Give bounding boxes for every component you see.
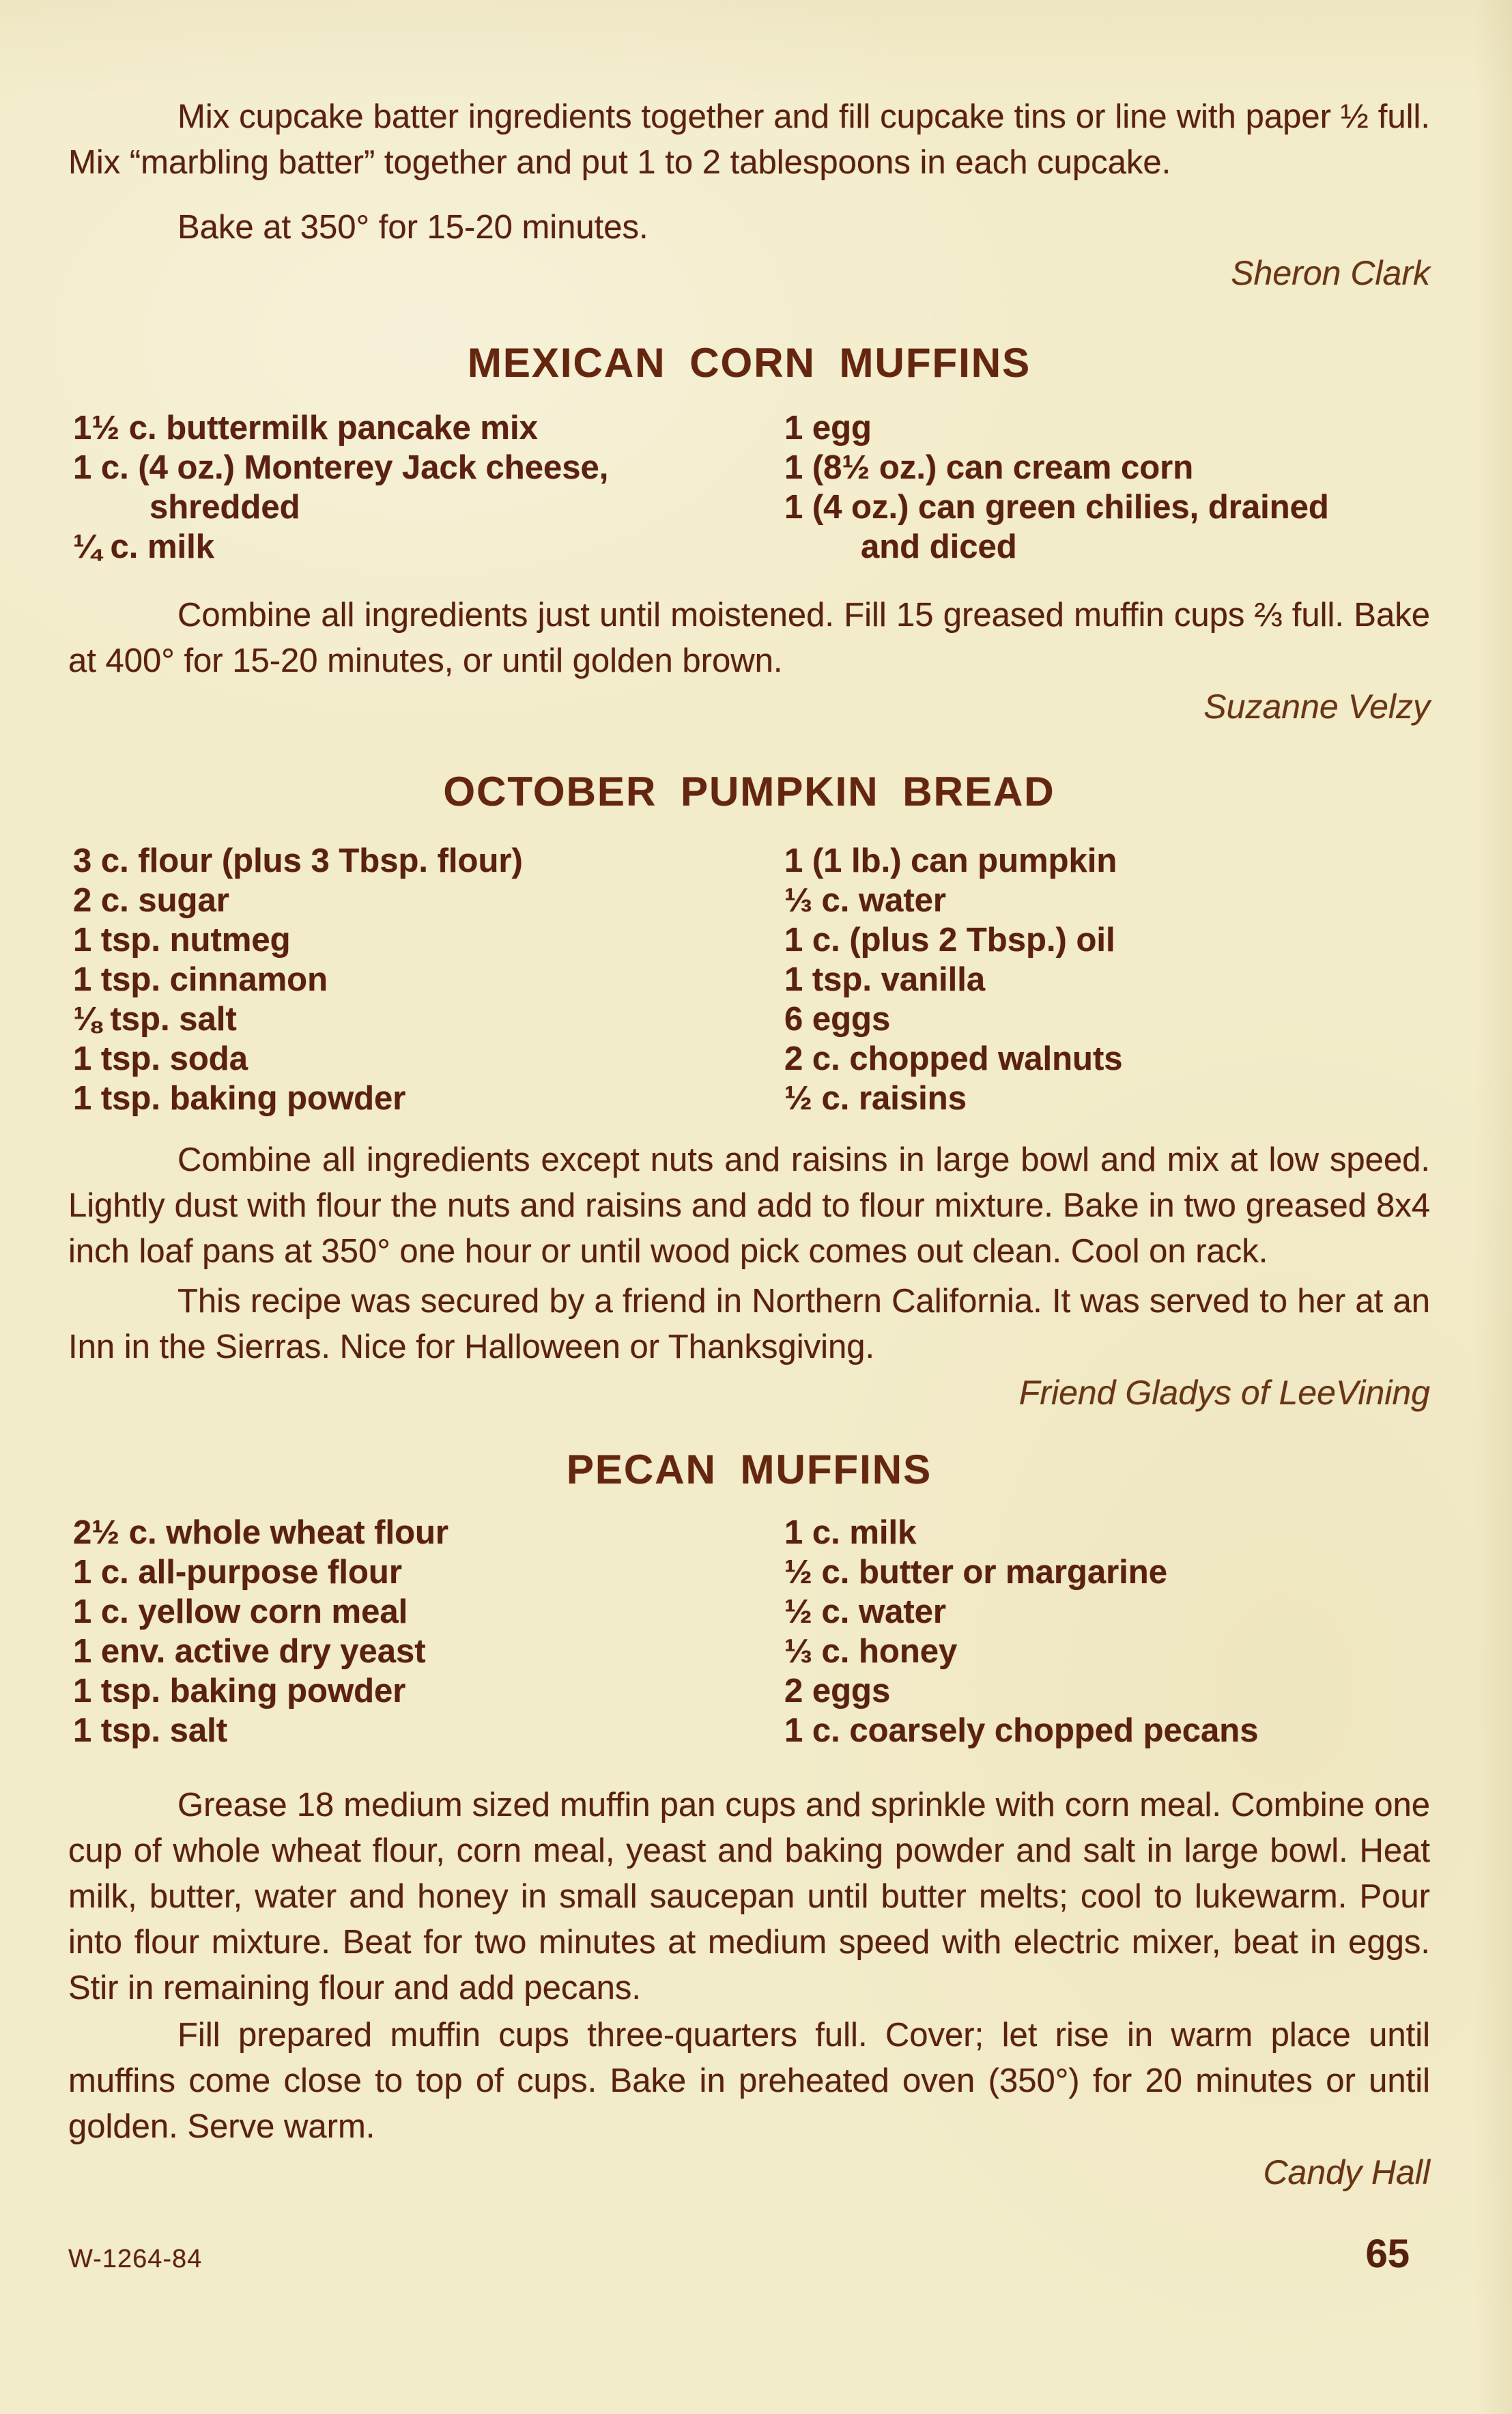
ingredient-list-left <box>68 1513 780 1750</box>
ingredient-item: 1 c. all-purpose flour <box>73 1554 402 1591</box>
recipe-instructions-paragraph: Grease 18 medium sized muffin pan cups and sprinkle with corn meal. Combine one cup of whole wheat flour, corn meal, yeast and baking powder and salt in large bowl. Heat milk, butter, water and honey in small saucepan until butter melts; cool to lukewarm. Pour into flour mixture. Beat for two minutes at medium speed with electric mixer, beat in eggs. Stir in remaining flour and add pecans. <box>68 1787 1430 2006</box>
ingredient-item: 1 env. active dry yeast <box>73 1633 426 1670</box>
recipe-instructions-paragraph-2: Fill prepared muffin cups three-quarters full. Cover; let rise in warm place until muffins come close to top of cups. Bake in preheated oven (350°) for 20 minutes or until golden. Serve warm. <box>68 2017 1430 2145</box>
ingredient-item: 1 c. yellow corn meal <box>73 1593 408 1630</box>
recipe-instructions-paragraph: Combine all ingredients except nuts and raisins in large bowl and mix at low speed. Lightly dust with flour the nuts and raisins and add to flour mixture. Bake in two greased 8x4 inch loaf pans at 350° one hour or until wood pick comes out clean. Cool on rack. <box>68 1141 1430 1270</box>
ingredient-list-left <box>68 841 780 1118</box>
ingredient-list-right <box>780 408 1430 567</box>
ingredient-item: 1 tsp. vanilla <box>784 961 986 998</box>
ingredient-item: ⅛ tsp. salt <box>73 1001 237 1038</box>
ingredient-item: 1½ c. buttermilk pancake mix <box>73 410 538 446</box>
ingredient-item: ½ c. raisins <box>784 1080 967 1117</box>
ingredient-continuation: and diced <box>861 528 1017 565</box>
intro-instructions-paragraph: Mix cupcake batter ingredients together and fill cupcake tins or line with paper ½ full. Mix “marbling batter” together and put 1 to 2 tablespoons in each cupcake. <box>68 98 1430 181</box>
ingredient-item: 1 tsp. salt <box>73 1712 228 1749</box>
ingredient-list-left <box>68 408 780 567</box>
ingredient-item: 1 c. coarsely chopped pecans <box>784 1712 1259 1749</box>
ingredient-item: 1 c. (4 oz.) Monterey Jack cheese, <box>73 449 609 486</box>
ingredient-item: 1 (1 lb.) can pumpkin <box>784 842 1117 879</box>
ingredient-item: 1 c. milk <box>784 1514 917 1551</box>
ingredient-item: ⅓ c. honey <box>784 1633 958 1670</box>
recipe-title: OCTOBER PUMPKIN BREAD <box>443 769 1055 814</box>
ingredient-item: 1 tsp. soda <box>73 1040 248 1077</box>
ingredient-item: 1 c. (plus 2 Tbsp.) oil <box>784 922 1115 958</box>
ingredient-item: 1 tsp. cinnamon <box>73 961 328 998</box>
ingredient-item: 2 c. sugar <box>73 882 229 919</box>
recipe-october-pumpkin-bread <box>68 770 1430 1416</box>
ingredient-columns <box>68 408 1430 567</box>
ingredient-item: ½ c. butter or margarine <box>784 1554 1167 1591</box>
recipe-attribution: Friend Gladys of LeeVining <box>1018 1374 1430 1412</box>
ingredient-item: 1 (8½ oz.) can cream corn <box>784 449 1194 486</box>
ingredient-item: 1 egg <box>784 410 872 446</box>
page-footer <box>68 2231 1430 2277</box>
page-number: 65 <box>1365 2232 1410 2276</box>
ingredient-item: 6 eggs <box>784 1001 891 1038</box>
recipe-instructions-paragraph: Combine all ingredients just until moistened. Fill 15 greased muffin cups ⅔ full. Bake at 400° for 15-20 minutes, or until golden brown. <box>68 597 1430 679</box>
intro-attribution: Sheron Clark <box>1231 254 1430 292</box>
ingredient-item: 1 tsp. baking powder <box>73 1080 406 1117</box>
print-code: W-1264-84 <box>68 2245 203 2273</box>
ingredient-item: 1 tsp. baking powder <box>73 1673 406 1709</box>
ingredient-item: 2 c. chopped walnuts <box>784 1040 1123 1077</box>
ingredient-item: 3 c. flour (plus 3 Tbsp. flour) <box>73 842 523 879</box>
ingredient-item: 2½ c. whole wheat flour <box>73 1514 449 1551</box>
ingredient-list-right <box>780 841 1430 1118</box>
ingredient-list-right <box>780 1513 1430 1750</box>
recipe-attribution: Suzanne Velzy <box>1203 687 1430 726</box>
ingredient-item: 1 tsp. nutmeg <box>73 922 291 958</box>
recipe-mexican-corn-muffins <box>68 341 1430 730</box>
ingredient-columns <box>68 1513 1430 1750</box>
recipe-title: MEXICAN CORN MUFFINS <box>467 340 1031 386</box>
intro-bake-line: Bake at 350° for 15-20 minutes. <box>177 209 648 246</box>
ingredient-item: 2 eggs <box>784 1673 891 1709</box>
recipe-pecan-muffins <box>68 1448 1430 2196</box>
recipe-title: PECAN MUFFINS <box>566 1447 932 1492</box>
recipe-attribution: Candy Hall <box>1263 2153 1430 2191</box>
ingredient-columns <box>68 841 1430 1118</box>
recipe-note-paragraph: This recipe was secured by a friend in Northern California. It was served to her at an Inn in the Sierras. Nice for Halloween or Thanksgiving. <box>68 1283 1430 1365</box>
ingredient-item: ¼ c. milk <box>73 528 215 565</box>
ingredient-item: ⅓ c. water <box>784 882 946 919</box>
ingredient-item: ½ c. water <box>784 1593 946 1630</box>
intro-recipe-section <box>68 94 1430 296</box>
ingredient-item: 1 (4 oz.) can green chilies, drained <box>784 489 1329 526</box>
ingredient-continuation: shredded <box>149 489 300 526</box>
